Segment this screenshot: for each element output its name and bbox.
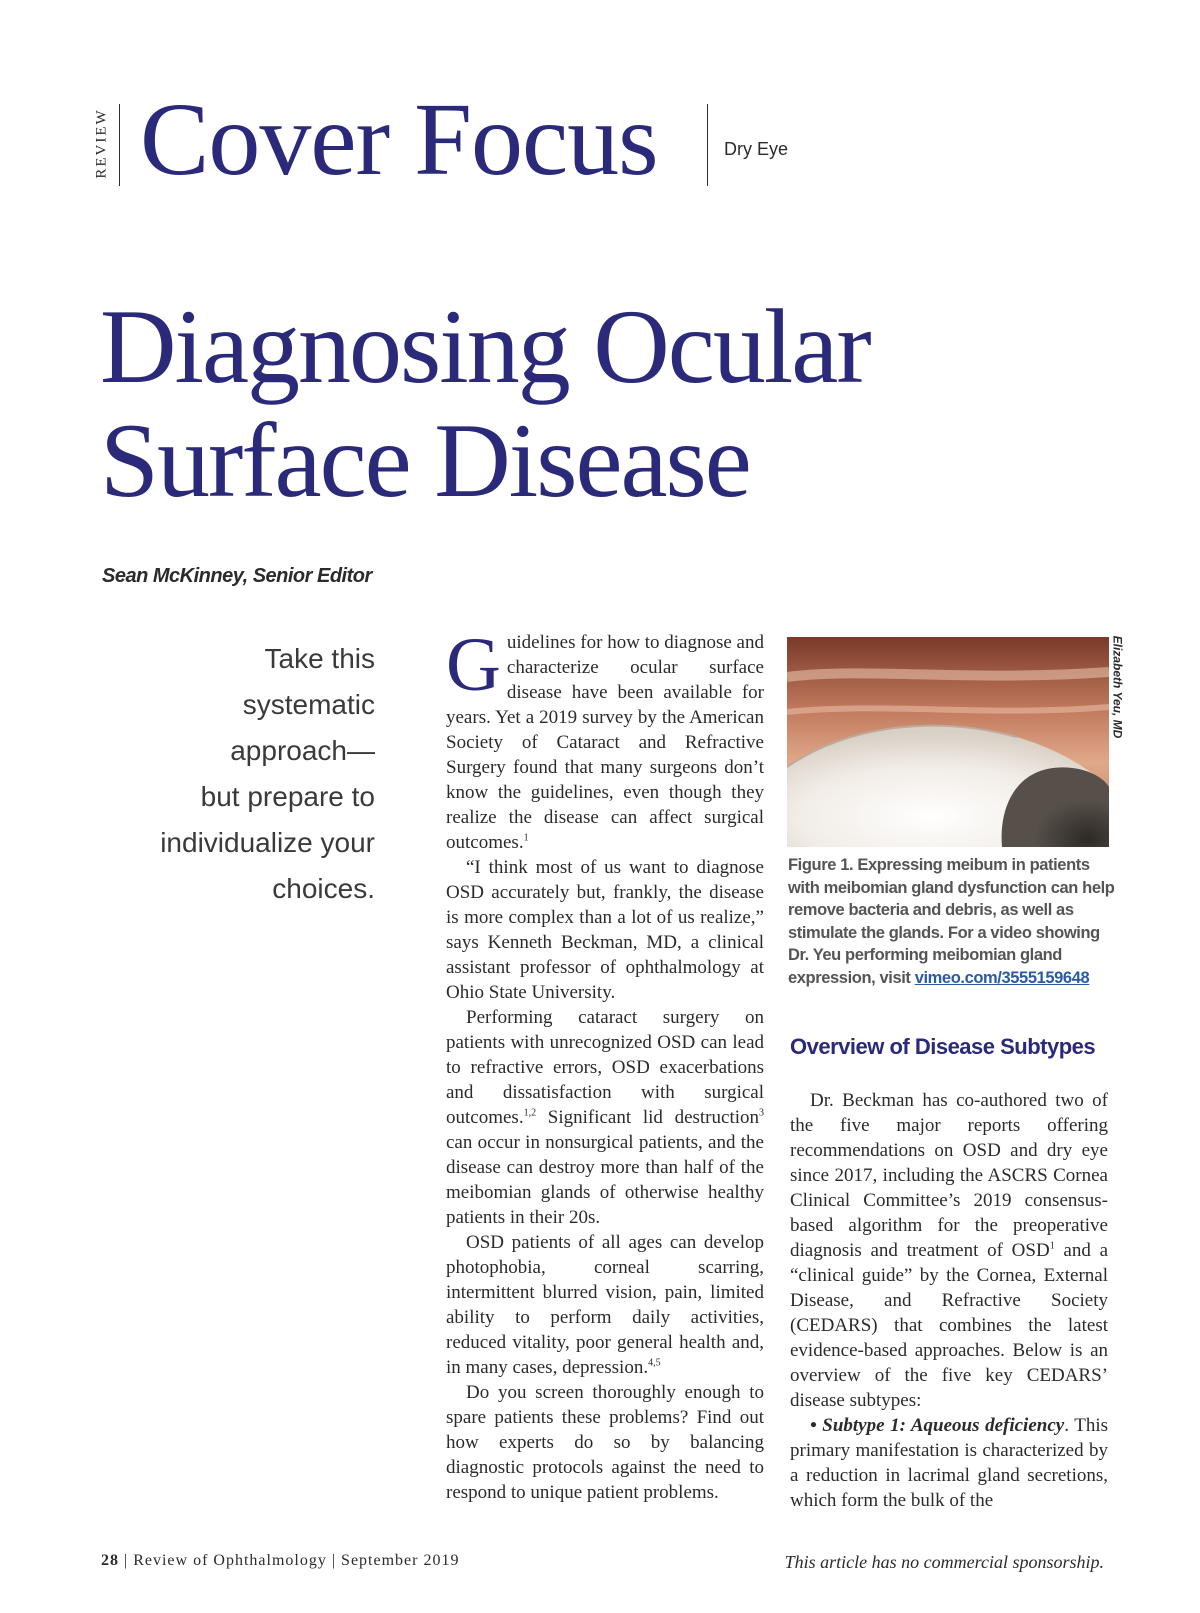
pull-quote-line: choices. [272,873,375,904]
headline-line-1: Diagnosing Ocular [100,288,870,405]
pull-quote-line: individualize your [160,827,375,858]
section-title: Cover Focus [140,82,658,197]
figure-caption: Figure 1. Expressing meibum in patients with meibomian gland dysfunction can help remove bacteria and debris, as well as stimulate the glands. For a video showing Dr. Yeu performing meibomian gland expression, visit vimeo.com/3555159648 [788,856,1115,987]
page-footer-info [101,1552,459,1570]
pull-quote-line: systematic [242,689,375,720]
body-paragraph: • Subtype 1: Aqueous deficiency. This primary manifestation is characterized by a reduction in lacrimal gland secretions, which form the bulk of the [790,1415,1109,1511]
article-headline [100,290,870,518]
eyelid-photo-image [787,637,1109,847]
body-column-1 [446,623,764,1505]
pull-quote-line: approach— [230,735,375,766]
page-number: 28 [101,1552,119,1569]
body-paragraph: Performing cataract surgery on patients with unrecognized OSD can lead to refractive errors, OSD exacerbations and dissatisfaction with surgical outcomes.$^{1,2}$ Significant lid destruction$^3$ can occur in nonsurgical patients, and the disease can destroy more than half of the meibomian glands of otherwise healthy patients in their 20s. [446,1007,764,1228]
photo-credit: Elizabeth Yeu, MD [1110,635,1124,739]
pull-quote [120,636,375,912]
drop-cap: G [446,623,501,707]
masthead-divider-right [707,104,708,186]
publication-info: | Review of Ophthalmology | September 2019 [119,1552,460,1569]
body-paragraph: “I think most of us want to diagnose OSD accurately but, frankly, the disease is more complex than a lot of us realize,” says Kenneth Beckman, MD, a clinical assistant professor of ophthalmology at Ohio State University. [446,857,764,1003]
subtype-lead: • Subtype 1: Aqueous deficiency [810,1415,1065,1436]
pull-quote-line: Take this [264,643,375,674]
pull-quote-line: but prepare to [200,781,375,812]
body-paragraph: Dr. Beckman has co-authored two of the five major reports offering recommendations on OSD and dry eye since 2017, including the ASCRS Cornea Clinical Committee’s 2019 consensus-based algorithm for the preoperative diagnosis and treatment of OSD$^1$ and a “clinical guide” by the Cornea, External Disease, and Refractive Society (CEDARS) that combines the latest evidence-based approaches. Below is an overview of the five key CEDARS’ disease subtypes: [790,1090,1108,1411]
body-paragraph: Do you screen thoroughly enough to spare patients these problems? Find out how experts do so by balancing diagnostic protocols against the need to respond to unique patient problems. [446,1382,764,1503]
section-subhead: Overview of Disease Subtypes [790,1034,1096,1059]
body-paragraph: Guidelines for how to diagnose and characterize ocular surface disease have been available for years. Yet a 2019 survey by the American Society of Cataract and Refractive Surgery found that many surgeons don’t know the guidelines, even though they realize the disease can affect surgical outcomes.$^1$ [446,623,764,853]
body-column-2 [790,1088,1108,1513]
figure-photo [787,637,1109,847]
masthead-divider-left [119,104,120,186]
masthead [0,0,1200,200]
section-topic: Dry Eye [724,139,789,159]
headline-line-2: Surface Disease [100,402,750,519]
video-link[interactable]: vimeo.com/3555159648 [914,968,1090,987]
magazine-label: REVIEW [93,107,110,179]
body-paragraph: OSD patients of all ages can develop photophobia, corneal scarring, intermittent blurred vision, pain, limited ability to perform daily activities, reduced vitality, poor general health and, in many cases, depression.$^{4,5}$ [446,1232,764,1378]
byline: Sean McKinney, Senior Editor [102,565,372,587]
sponsorship-note: This article has no commercial sponsorship. [784,1552,1104,1572]
